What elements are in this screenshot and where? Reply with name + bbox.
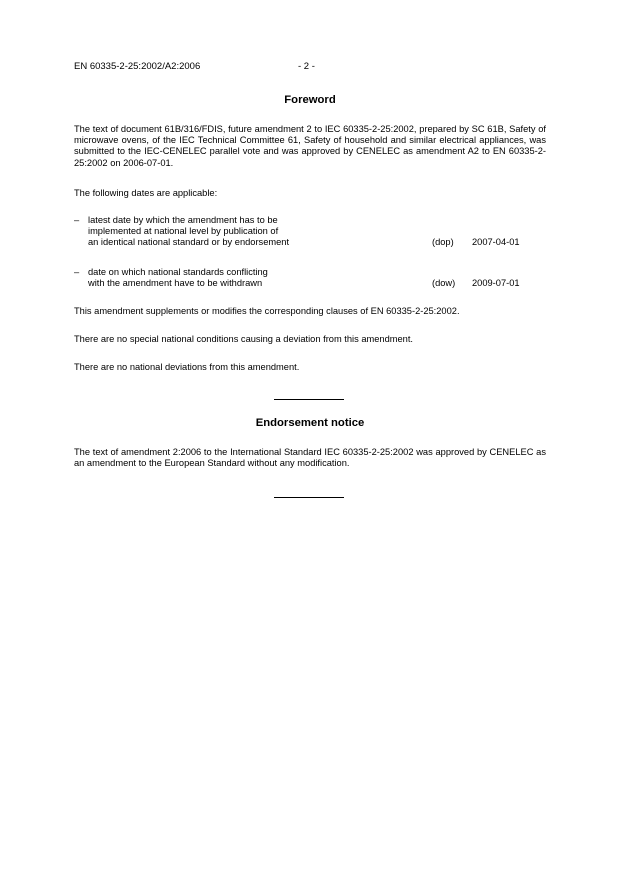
date-item-line: date on which national standards conflicting: [88, 267, 268, 277]
section-divider: [274, 497, 344, 498]
section-divider: [274, 399, 344, 400]
date-item-line: implemented at national level by publication of: [88, 226, 279, 237]
date-item-abbreviation: (dow): [432, 278, 456, 289]
list-dash: –: [74, 215, 80, 225]
foreword-title: Foreword: [284, 94, 336, 106]
list-dash: –: [74, 267, 80, 277]
endorsement-paragraph: The text of amendment 2:2006 to the International Standard IEC 60335-2-25:2002 was approved by CENELEC as an amendment to the European Standard without any modification.: [74, 447, 546, 469]
date-item-abbreviation: (dop): [432, 237, 454, 248]
date-item-date: 2007-04-01: [472, 237, 520, 248]
date-item-dop: [74, 215, 546, 249]
date-item-description: [88, 267, 408, 289]
no-deviations-paragraph: There are no national deviations from this amendment.: [74, 362, 300, 372]
dates-intro-paragraph: The following dates are applicable:: [74, 188, 218, 198]
no-special-conditions-paragraph: There are no special national conditions causing a deviation from this amendment.: [74, 334, 414, 344]
endorsement-title: Endorsement notice: [255, 417, 365, 429]
date-item-line: latest date by which the amendment has to be: [88, 215, 278, 225]
foreword-intro-paragraph: The text of document 61B/316/FDIS, future amendment 2 to IEC 60335-2-25:2002, prepared by SC 61B, Safety of microwave ovens, of the IEC Technical Committee 61, Safety of household and similar electrical appliances, was submitted to the IEC-CENELEC parallel vote and was approved by CENELEC as amendment A2 to EN 60335-2-25:2002 on 2006-07-01.: [74, 124, 546, 168]
date-item-description: [88, 215, 408, 249]
header-document-id: EN 60335-2-25:2002/A2:2006: [74, 61, 201, 72]
date-item-line: with the amendment have to be withdrawn: [88, 278, 263, 289]
date-item-dow: [74, 267, 546, 290]
date-item-date: 2009-07-01: [472, 278, 520, 289]
supplement-paragraph: This amendment supplements or modifies the corresponding clauses of EN 60335-2-25:2002.: [74, 306, 460, 316]
date-item-line: an identical national standard or by endorsement: [88, 237, 290, 248]
header-page-number: - 2 -: [298, 61, 315, 72]
